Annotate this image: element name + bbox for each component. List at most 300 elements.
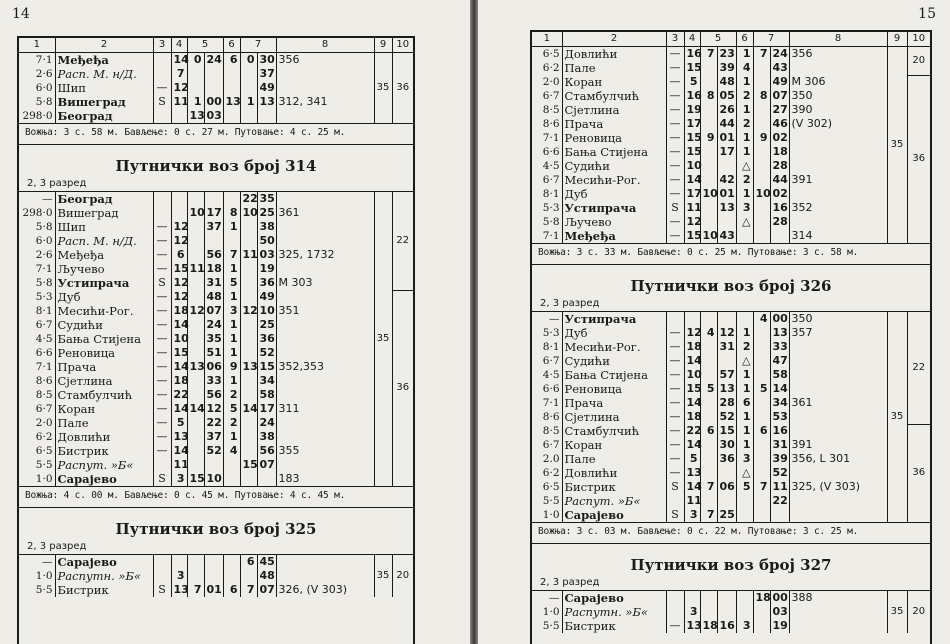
time-cell bbox=[736, 229, 753, 243]
col-header: 6 bbox=[736, 32, 753, 47]
time-cell: 12 bbox=[717, 326, 736, 340]
time-cell: 1 bbox=[187, 95, 204, 109]
time-cell: 6 bbox=[700, 424, 717, 438]
time-cell bbox=[204, 234, 223, 248]
stop-type-cell: — bbox=[666, 396, 684, 410]
time-cell bbox=[700, 368, 717, 382]
time-cell bbox=[204, 555, 223, 569]
timetable-section bbox=[532, 312, 930, 522]
time-cell bbox=[700, 103, 717, 117]
time-cell: 10 bbox=[753, 187, 770, 201]
station-name: Расп. М. н/Д. bbox=[55, 67, 153, 81]
stop-type-cell bbox=[153, 67, 171, 81]
time-cell bbox=[240, 234, 257, 248]
time-cell bbox=[717, 605, 736, 619]
time-cell bbox=[717, 159, 736, 173]
time-cell bbox=[187, 220, 204, 234]
time-cell: 38 bbox=[257, 220, 276, 234]
col-header: 9 bbox=[374, 38, 392, 53]
time-cell: 1 bbox=[240, 95, 257, 109]
time-cell: 24 bbox=[770, 47, 789, 61]
station-name: Судићи bbox=[55, 318, 153, 332]
station-name: Пале bbox=[562, 61, 666, 75]
table-row bbox=[19, 67, 413, 81]
time-cell bbox=[240, 262, 257, 276]
distance-cell: 8·6 bbox=[542, 411, 560, 423]
time-cell: 52 bbox=[204, 444, 223, 458]
table-row bbox=[19, 332, 413, 346]
connection-note: 390 bbox=[789, 103, 887, 117]
time-cell: 5 bbox=[700, 382, 717, 396]
time-cell: 7 bbox=[753, 47, 770, 61]
distance-cell: 8·1 bbox=[542, 341, 560, 353]
distance-cell: — bbox=[42, 193, 53, 205]
stop-type-cell: S bbox=[153, 472, 171, 486]
connection-note bbox=[276, 318, 374, 332]
distance-cell: 5·5 bbox=[35, 584, 53, 596]
station-name: Бања Стијена bbox=[562, 368, 666, 382]
time-cell: 4 bbox=[700, 326, 717, 340]
time-cell: 7 bbox=[240, 583, 257, 597]
time-cell: 19 bbox=[257, 262, 276, 276]
distance-cell: 4·5 bbox=[542, 160, 560, 172]
col10-value: 22 bbox=[907, 312, 930, 424]
time-cell: 18 bbox=[753, 591, 770, 605]
table-row bbox=[19, 388, 413, 402]
distance-cell: 8·1 bbox=[35, 305, 53, 317]
stop-type-cell: — bbox=[666, 354, 684, 368]
time-cell: 2 bbox=[736, 117, 753, 131]
connection-note bbox=[789, 494, 887, 508]
stop-type-cell: — bbox=[153, 234, 171, 248]
col-header: 1 bbox=[532, 32, 562, 47]
stop-type-cell: — bbox=[153, 290, 171, 304]
stop-type-cell: — bbox=[153, 346, 171, 360]
time-cell: 01 bbox=[717, 187, 736, 201]
time-cell: 16 bbox=[770, 424, 789, 438]
time-cell: 6 bbox=[240, 555, 257, 569]
stop-type-cell: S bbox=[666, 480, 684, 494]
time-cell: 13 bbox=[171, 430, 187, 444]
connection-note: 351 bbox=[276, 304, 374, 318]
distance-cell: 6·5 bbox=[35, 445, 53, 457]
time-cell bbox=[684, 591, 700, 605]
station-name: Устипрача bbox=[562, 312, 666, 326]
time-cell bbox=[700, 452, 717, 466]
time-cell: 13 bbox=[171, 583, 187, 597]
station-name: Распутн. »Б« bbox=[55, 569, 153, 583]
time-cell: 6 bbox=[753, 424, 770, 438]
time-cell: 46 bbox=[770, 117, 789, 131]
time-cell: 1 bbox=[736, 145, 753, 159]
table-row bbox=[19, 472, 413, 486]
time-cell: 17 bbox=[684, 117, 700, 131]
time-cell bbox=[171, 206, 187, 220]
timetable-frame bbox=[17, 36, 415, 644]
station-name: Међеђа bbox=[55, 248, 153, 262]
table-row bbox=[19, 109, 413, 123]
time-cell: 17 bbox=[684, 187, 700, 201]
time-cell: 22 bbox=[240, 192, 257, 206]
time-cell: 6 bbox=[223, 583, 240, 597]
stop-type-cell bbox=[153, 569, 171, 583]
time-cell: 12 bbox=[171, 220, 187, 234]
time-cell bbox=[717, 466, 736, 480]
stop-type-cell: — bbox=[666, 145, 684, 159]
col9-value: 35 bbox=[887, 591, 907, 633]
time-cell: △ bbox=[736, 466, 753, 480]
table-row bbox=[19, 290, 413, 304]
time-cell bbox=[753, 452, 770, 466]
time-cell bbox=[753, 215, 770, 229]
table-row bbox=[532, 61, 930, 75]
travel-summary: Вожња: 3 с. 33 м. Бављење: 0 с. 25 м. Путовање: 3 с. 58 м. bbox=[532, 243, 930, 265]
distance-cell: 2·0 bbox=[542, 76, 560, 88]
stop-type-cell bbox=[153, 555, 171, 569]
connection-note: 355 bbox=[276, 444, 374, 458]
station-name: Стамбулчић bbox=[562, 89, 666, 103]
time-cell bbox=[753, 605, 770, 619]
time-cell bbox=[753, 145, 770, 159]
station-name: Распут. »Б« bbox=[562, 494, 666, 508]
time-cell: 1 bbox=[223, 430, 240, 444]
connection-note: 325, 1732 bbox=[276, 248, 374, 262]
table-row bbox=[532, 354, 930, 368]
time-cell bbox=[223, 234, 240, 248]
table-row bbox=[19, 234, 413, 248]
time-cell bbox=[736, 494, 753, 508]
station-name: Расп. М. н/Д. bbox=[55, 234, 153, 248]
time-cell: 4 bbox=[753, 312, 770, 326]
table-row bbox=[19, 192, 413, 206]
connection-note: 357 bbox=[789, 326, 887, 340]
distance-cell: 7·1 bbox=[35, 54, 53, 66]
connection-note bbox=[789, 131, 887, 145]
time-cell bbox=[187, 374, 204, 388]
connection-note bbox=[276, 374, 374, 388]
time-cell: 56 bbox=[204, 388, 223, 402]
distance-cell: 6·7 bbox=[542, 174, 560, 186]
station-name: Сјетлина bbox=[562, 103, 666, 117]
col-header: 4 bbox=[171, 38, 187, 53]
stop-type-cell: — bbox=[153, 248, 171, 262]
table-row bbox=[19, 318, 413, 332]
time-cell bbox=[700, 117, 717, 131]
distance-cell: 8·5 bbox=[542, 425, 560, 437]
class-label: 2, 3 разред bbox=[540, 577, 600, 588]
connection-note bbox=[789, 61, 887, 75]
time-cell: 15 bbox=[187, 472, 204, 486]
time-cell bbox=[171, 109, 187, 123]
time-cell bbox=[187, 416, 204, 430]
time-cell: 22 bbox=[171, 388, 187, 402]
station-name: Београд bbox=[55, 192, 153, 206]
time-cell bbox=[204, 192, 223, 206]
table-row bbox=[532, 187, 930, 201]
connection-note: M 303 bbox=[276, 276, 374, 290]
time-cell: 7 bbox=[187, 583, 204, 597]
col9-value: 35 bbox=[374, 555, 392, 597]
time-cell: 12 bbox=[187, 304, 204, 318]
time-cell: 1 bbox=[223, 332, 240, 346]
station-name: Довлићи bbox=[562, 466, 666, 480]
time-cell: 22 bbox=[204, 416, 223, 430]
stop-type-cell: — bbox=[666, 340, 684, 354]
col10-value: 20 bbox=[907, 47, 930, 75]
table-row bbox=[19, 458, 413, 472]
time-cell bbox=[684, 312, 700, 326]
time-cell: 5 bbox=[753, 382, 770, 396]
station-name: Прача bbox=[55, 360, 153, 374]
time-cell bbox=[753, 173, 770, 187]
distance-cell: 7·1 bbox=[35, 361, 53, 373]
time-cell bbox=[223, 67, 240, 81]
time-cell: 48 bbox=[257, 569, 276, 583]
time-cell: 12 bbox=[204, 402, 223, 416]
station-name: Сарајево bbox=[562, 591, 666, 605]
time-cell: △ bbox=[736, 215, 753, 229]
time-cell: 15 bbox=[684, 229, 700, 243]
right-page bbox=[478, 0, 950, 644]
time-cell: 17 bbox=[204, 206, 223, 220]
time-cell: 5 bbox=[684, 75, 700, 89]
table-row bbox=[532, 494, 930, 508]
time-cell bbox=[187, 332, 204, 346]
time-cell: 24 bbox=[257, 416, 276, 430]
connection-note: 352,353 bbox=[276, 360, 374, 374]
time-cell: 39 bbox=[717, 61, 736, 75]
distance-cell: 8·5 bbox=[35, 389, 53, 401]
time-cell: 14 bbox=[240, 402, 257, 416]
connection-note: 356, L 301 bbox=[789, 452, 887, 466]
station-name: Коран bbox=[55, 402, 153, 416]
col-header: 6 bbox=[223, 38, 240, 53]
distance-cell: 5·8 bbox=[35, 221, 53, 233]
time-cell: 51 bbox=[204, 346, 223, 360]
time-cell: △ bbox=[736, 354, 753, 368]
time-cell: 3 bbox=[171, 569, 187, 583]
time-cell: 15 bbox=[171, 346, 187, 360]
time-cell: 3 bbox=[171, 472, 187, 486]
stop-type-cell: — bbox=[153, 318, 171, 332]
station-name: Месићи-Рог. bbox=[562, 340, 666, 354]
time-cell: 15 bbox=[717, 424, 736, 438]
distance-cell: 8·5 bbox=[542, 104, 560, 116]
table-row bbox=[532, 117, 930, 131]
table-row bbox=[532, 47, 930, 61]
time-cell: 37 bbox=[204, 220, 223, 234]
distance-cell: 6·5 bbox=[542, 481, 560, 493]
col10-value: 36 bbox=[392, 53, 413, 123]
time-cell: 30 bbox=[257, 53, 276, 67]
time-cell: 15 bbox=[240, 458, 257, 472]
distance-cell: 6·0 bbox=[35, 235, 53, 247]
table-row bbox=[532, 410, 930, 424]
station-name: Шип bbox=[55, 220, 153, 234]
station-name: Коран bbox=[562, 438, 666, 452]
connection-note: 352 bbox=[789, 201, 887, 215]
class-label: 2, 3 разред bbox=[27, 541, 87, 552]
stop-type-cell: — bbox=[153, 220, 171, 234]
col-header: 10 bbox=[907, 32, 930, 47]
time-cell: 1 bbox=[223, 374, 240, 388]
connection-note bbox=[276, 332, 374, 346]
table-row bbox=[19, 220, 413, 234]
connection-note bbox=[789, 215, 887, 229]
time-cell: 12 bbox=[171, 81, 187, 95]
time-cell: 07 bbox=[204, 304, 223, 318]
time-cell: 50 bbox=[257, 234, 276, 248]
class-label: 2, 3 разред bbox=[540, 298, 600, 309]
time-cell: 11 bbox=[187, 262, 204, 276]
time-cell bbox=[700, 605, 717, 619]
time-cell bbox=[240, 388, 257, 402]
table-row bbox=[532, 424, 930, 438]
time-cell: 1 bbox=[223, 318, 240, 332]
time-cell: 7 bbox=[223, 248, 240, 262]
distance-cell: 7·1 bbox=[542, 397, 560, 409]
table-row bbox=[532, 340, 930, 354]
connection-note bbox=[276, 346, 374, 360]
time-cell: 3 bbox=[223, 304, 240, 318]
col-header: 8 bbox=[276, 38, 374, 53]
time-cell: 12 bbox=[171, 290, 187, 304]
time-cell: 02 bbox=[770, 187, 789, 201]
table-row bbox=[19, 248, 413, 262]
table-row bbox=[532, 605, 930, 619]
connection-note: 361 bbox=[789, 396, 887, 410]
time-cell bbox=[223, 109, 240, 123]
time-cell: 1 bbox=[736, 187, 753, 201]
stop-type-cell: — bbox=[666, 47, 684, 61]
station-name: Ључево bbox=[55, 262, 153, 276]
stop-type-cell: — bbox=[666, 89, 684, 103]
time-cell: 10 bbox=[700, 229, 717, 243]
table-row bbox=[19, 430, 413, 444]
time-cell: 2 bbox=[736, 89, 753, 103]
time-cell: 14 bbox=[684, 354, 700, 368]
connection-note: 356 bbox=[789, 47, 887, 61]
time-cell: 14 bbox=[171, 318, 187, 332]
time-cell bbox=[753, 438, 770, 452]
connection-note bbox=[276, 262, 374, 276]
table-row bbox=[19, 81, 413, 95]
time-cell bbox=[187, 388, 204, 402]
table-row bbox=[532, 145, 930, 159]
time-cell: 05 bbox=[717, 89, 736, 103]
col10-value: 36 bbox=[907, 424, 930, 522]
time-cell: 1 bbox=[736, 131, 753, 145]
time-cell bbox=[187, 67, 204, 81]
connection-note bbox=[789, 145, 887, 159]
time-cell: 35 bbox=[257, 192, 276, 206]
time-cell bbox=[770, 508, 789, 522]
time-cell: 1 bbox=[736, 410, 753, 424]
table-row bbox=[19, 206, 413, 220]
time-cell: 31 bbox=[204, 276, 223, 290]
distance-cell: 6·2 bbox=[35, 431, 53, 443]
connection-note bbox=[789, 410, 887, 424]
time-cell bbox=[223, 81, 240, 95]
time-cell: 7 bbox=[700, 47, 717, 61]
distance-cell: — bbox=[549, 592, 560, 604]
distance-cell: 8·6 bbox=[542, 118, 560, 130]
time-cell bbox=[240, 276, 257, 290]
station-name: Устипрача bbox=[55, 276, 153, 290]
stop-type-cell: — bbox=[153, 430, 171, 444]
time-cell: 2 bbox=[736, 173, 753, 187]
col-header: 4 bbox=[684, 32, 700, 47]
time-cell: 14 bbox=[171, 53, 187, 67]
timetable-section bbox=[532, 591, 930, 633]
time-cell bbox=[240, 444, 257, 458]
distance-cell: 298·0 bbox=[22, 207, 53, 219]
time-cell: 1 bbox=[223, 220, 240, 234]
table-row bbox=[532, 466, 930, 480]
time-cell bbox=[753, 396, 770, 410]
table-row bbox=[532, 382, 930, 396]
connection-note bbox=[276, 555, 374, 569]
train-title: Путнички воз број 325 bbox=[115, 520, 317, 538]
time-cell: 07 bbox=[770, 89, 789, 103]
col-header: 2 bbox=[55, 38, 153, 53]
time-cell: 15 bbox=[684, 145, 700, 159]
time-cell bbox=[700, 466, 717, 480]
time-cell: 42 bbox=[717, 173, 736, 187]
distance-cell: 5·5 bbox=[542, 620, 560, 632]
time-cell: 16 bbox=[717, 619, 736, 633]
table-row bbox=[532, 89, 930, 103]
table-row bbox=[532, 215, 930, 229]
time-cell bbox=[700, 145, 717, 159]
time-cell: 18 bbox=[171, 304, 187, 318]
time-cell bbox=[187, 346, 204, 360]
station-name: Вишеград bbox=[55, 95, 153, 109]
time-cell: 12 bbox=[171, 234, 187, 248]
col-header: 5 bbox=[187, 38, 223, 53]
station-name: Судићи bbox=[562, 354, 666, 368]
distance-cell: — bbox=[549, 313, 560, 325]
connection-note: 350 bbox=[789, 312, 887, 326]
stop-type-cell: — bbox=[153, 332, 171, 346]
station-name: Прача bbox=[562, 117, 666, 131]
time-cell bbox=[700, 215, 717, 229]
timetable-frame bbox=[530, 30, 932, 644]
connection-note bbox=[276, 416, 374, 430]
time-cell bbox=[240, 374, 257, 388]
time-cell: 52 bbox=[770, 466, 789, 480]
time-cell: 36 bbox=[717, 452, 736, 466]
time-cell bbox=[717, 312, 736, 326]
distance-cell: 6·7 bbox=[542, 355, 560, 367]
distance-cell: 5·5 bbox=[35, 459, 53, 471]
time-cell: 3 bbox=[736, 452, 753, 466]
time-cell: 1 bbox=[223, 290, 240, 304]
time-cell: 14 bbox=[684, 480, 700, 494]
time-cell: 3 bbox=[684, 605, 700, 619]
connection-note bbox=[276, 109, 374, 123]
time-cell: 14 bbox=[171, 360, 187, 374]
stop-type-cell: S bbox=[666, 508, 684, 522]
time-cell: 1 bbox=[736, 326, 753, 340]
time-cell: 28 bbox=[770, 159, 789, 173]
time-cell bbox=[257, 472, 276, 486]
time-cell bbox=[753, 61, 770, 75]
time-cell: 10 bbox=[684, 159, 700, 173]
train-title: Путнички воз број 326 bbox=[630, 277, 832, 295]
time-cell: 1 bbox=[736, 368, 753, 382]
time-cell: 37 bbox=[257, 67, 276, 81]
